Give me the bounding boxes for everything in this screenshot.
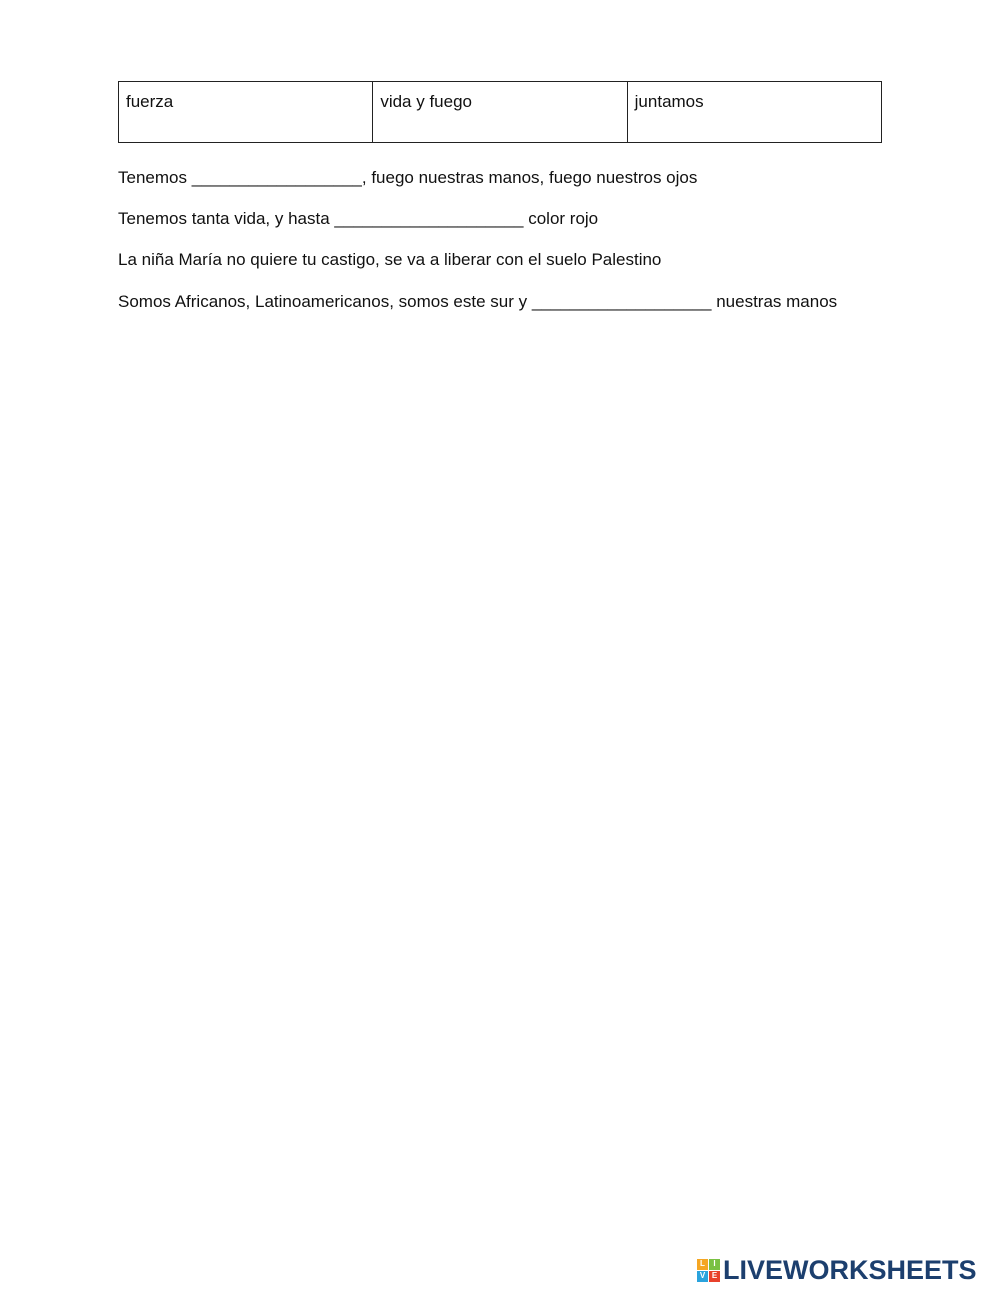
sentence-4: Somos Africanos, Latinoamericanos, somos este sur y ___________________ nuestras manos [118, 292, 838, 311]
word-bank-row [119, 82, 882, 143]
logo-mark-square: I [709, 1259, 720, 1270]
word-bank-cell: vida y fuego [373, 82, 627, 143]
logo-mark-square: L [697, 1259, 708, 1270]
sentence-1: Tenemos __________________, fuego nuestras manos, fuego nuestros ojos [118, 168, 698, 187]
logo-mark-square: E [709, 1271, 720, 1282]
word-bank-table [118, 81, 882, 143]
liveworksheets-logo [697, 1255, 977, 1285]
logo-mark-square: V [697, 1271, 708, 1282]
sentence-3: La niña María no quiere tu castigo, se va a liberar con el suelo Palestino [118, 250, 662, 269]
word-bank-cell: fuerza [119, 82, 373, 143]
sentence-2: Tenemos tanta vida, y hasta ____________________ color rojo [118, 209, 599, 228]
logo-mark-icon [697, 1259, 720, 1282]
logo-text: LIVEWORKSHEETS [723, 1255, 977, 1285]
word-bank-cell: juntamos [627, 82, 881, 143]
